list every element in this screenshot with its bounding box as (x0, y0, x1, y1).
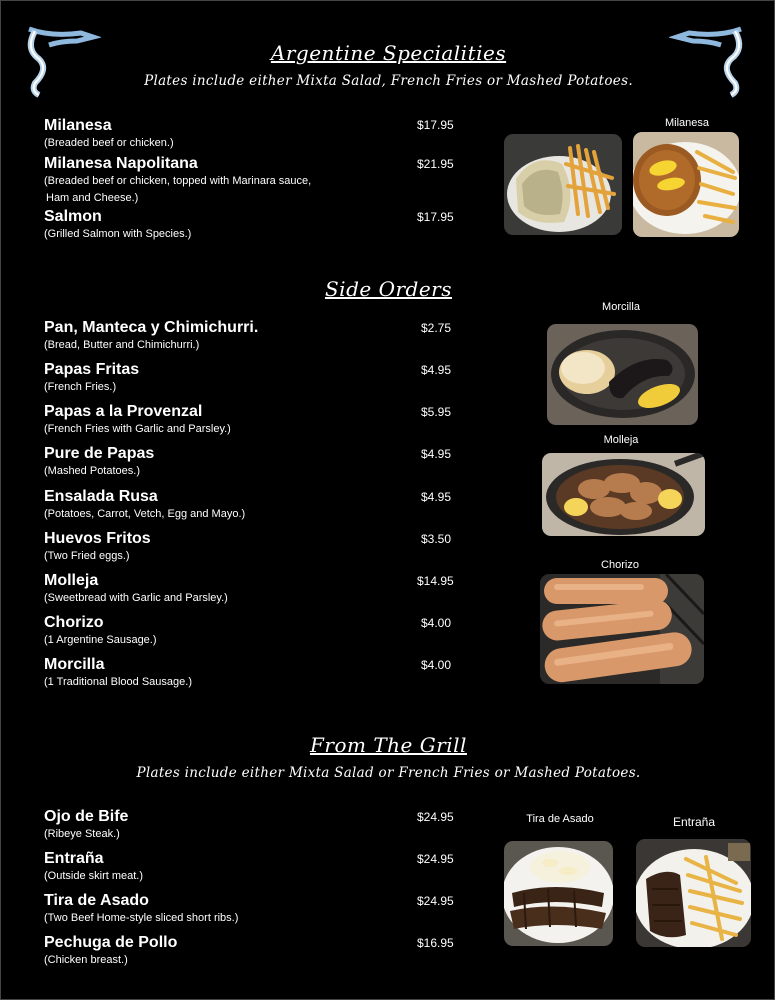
item-name: Molleja (44, 572, 99, 589)
menu-item (44, 444, 464, 480)
photo-caption: Entraña (672, 815, 716, 829)
menu-item (44, 571, 464, 607)
menu-item (44, 116, 464, 152)
item-name: Huevos Fritos (44, 530, 151, 547)
food-photo-napolitana (504, 134, 622, 235)
item-description: (French Fries with Garlic and Parsley.) (44, 423, 231, 435)
photo-caption: Tira de Asado (526, 813, 594, 825)
item-price: $4.95 (421, 363, 452, 377)
menu-item (44, 933, 464, 969)
menu-item (44, 154, 464, 207)
menu-item (44, 655, 464, 691)
section-title-grill: From The Grill (310, 733, 467, 757)
menu-item (44, 487, 464, 523)
item-name: Salmon (44, 208, 102, 225)
photo-caption: Milanesa (664, 117, 710, 129)
item-name: Ojo de Bife (44, 808, 129, 825)
item-name: Entraña (44, 850, 104, 867)
food-photo-molleja (542, 453, 705, 536)
food-photo-chorizo (540, 574, 704, 684)
item-price: $14.95 (417, 574, 454, 588)
food-photo-entrana (636, 839, 751, 947)
item-description: (Bread, Butter and Chimichurri.) (44, 339, 200, 351)
item-price: $24.95 (417, 852, 454, 866)
item-price: $17.95 (417, 118, 454, 132)
item-description: (Ribeye Steak.) (44, 828, 120, 840)
item-name: Pan, Manteca y Chimichurri. (44, 319, 259, 336)
item-description: (French Fries.) (44, 381, 117, 393)
item-name: Ensalada Rusa (44, 488, 158, 505)
menu-item (44, 849, 464, 885)
menu-item (44, 807, 464, 843)
item-name: Pechuga de Pollo (44, 934, 178, 951)
photo-caption: Chorizo (601, 559, 639, 571)
menu-item (44, 318, 464, 354)
item-description: (Two Beef Home-style sliced short ribs.) (44, 912, 239, 924)
item-name: Papas Fritas (44, 361, 140, 378)
item-price: $21.95 (417, 157, 454, 171)
menu-item (44, 613, 464, 649)
item-price: $4.95 (421, 447, 452, 461)
item-price: $16.95 (417, 936, 454, 950)
item-description: (Breaded beef or chicken, topped with Marinara sauce, (44, 175, 312, 187)
item-name: Milanesa Napolitana (44, 155, 198, 172)
item-description: (1 Argentine Sausage.) (44, 634, 157, 646)
menu-item (44, 360, 464, 396)
photo-caption: Molleja (603, 434, 639, 446)
item-price: $24.95 (417, 810, 454, 824)
item-description: (Mashed Potatoes.) (44, 465, 140, 477)
item-description: (Two Fried eggs.) (44, 550, 130, 562)
menu-item (44, 891, 464, 927)
menu-item (44, 529, 464, 565)
item-description-cont: Ham and Cheese.) (46, 192, 139, 204)
item-price: $24.95 (417, 894, 454, 908)
item-name: Pure de Papas (44, 445, 155, 462)
menu-item (44, 402, 464, 438)
item-description: (1 Traditional Blood Sausage.) (44, 676, 192, 688)
food-photo-tira-de-asado (504, 841, 613, 946)
item-price: $4.00 (421, 616, 452, 630)
section-title-specialities: Argentine Specialities (270, 41, 507, 65)
food-photo-milanesa (633, 132, 739, 237)
item-price: $17.95 (417, 210, 454, 224)
food-photo-morcilla (547, 324, 698, 425)
item-description: (Grilled Salmon with Species.) (44, 228, 192, 240)
item-price: $4.00 (421, 658, 452, 672)
section-title-sides: Side Orders (324, 277, 452, 301)
item-name: Papas a la Provenzal (44, 403, 203, 420)
item-price: $3.50 (421, 532, 452, 546)
item-name: Morcilla (44, 656, 105, 673)
item-price: $2.75 (421, 321, 452, 335)
item-name: Tira de Asado (44, 892, 149, 909)
photo-caption: Morcilla (602, 301, 640, 313)
item-name: Milanesa (44, 117, 112, 134)
item-price: $4.95 (421, 490, 452, 504)
item-name: Chorizo (44, 614, 104, 631)
item-description: (Potatoes, Carrot, Vetch, Egg and Mayo.) (44, 508, 246, 520)
section-subtitle-grill: Plates include either Mixta Salad or French Fries or Mashed Potatoes. (136, 765, 641, 781)
section-subtitle-specialities: Plates include either Mixta Salad, French Fries or Mashed Potatoes. (144, 73, 633, 89)
item-description: (Sweetbread with Garlic and Parsley.) (44, 592, 228, 604)
item-price: $5.95 (421, 405, 452, 419)
menu-item (44, 207, 464, 243)
item-description: (Chicken breast.) (44, 954, 128, 966)
item-description: (Breaded beef or chicken.) (44, 137, 174, 149)
item-description: (Outside skirt meat.) (44, 870, 144, 882)
